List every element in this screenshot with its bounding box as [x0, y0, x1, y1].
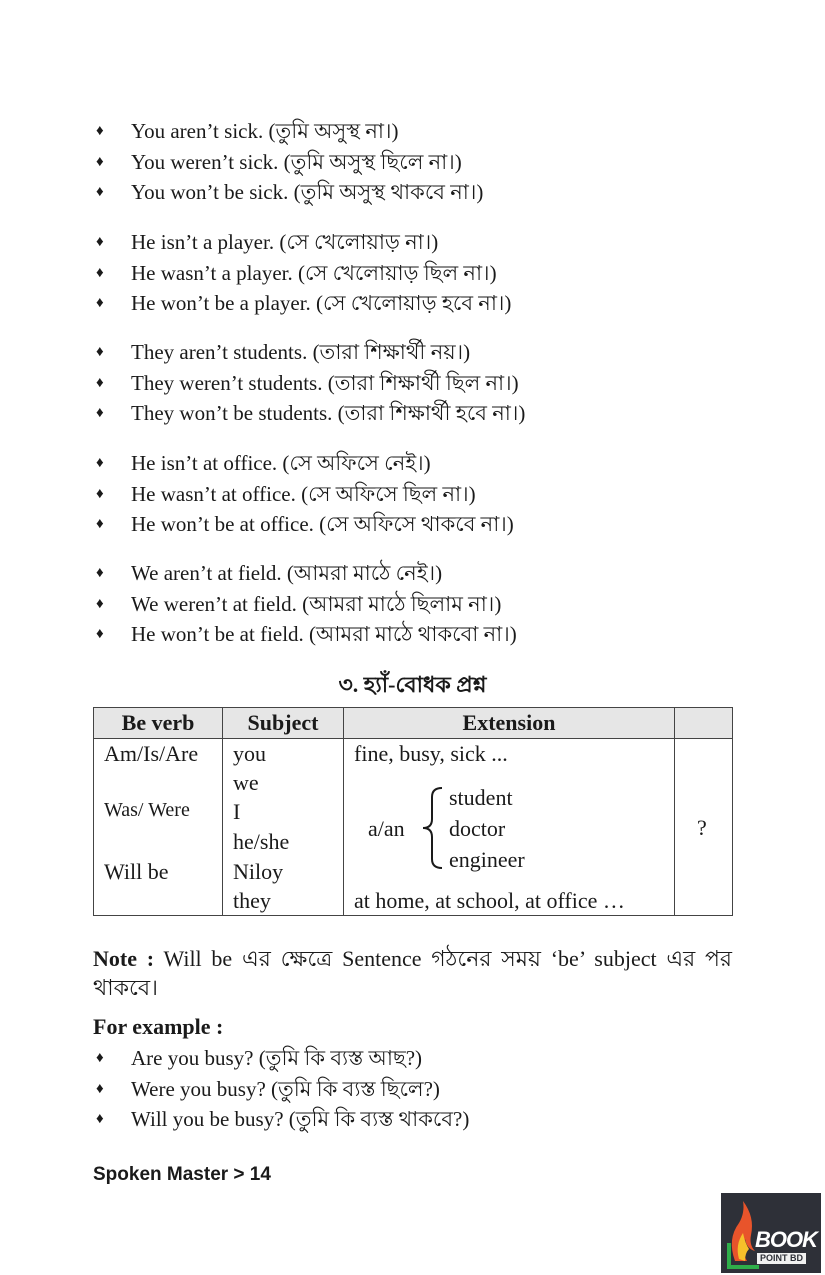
header-subject: Subject	[223, 708, 344, 739]
bullet-item: ♦ He won’t be a player. (সে খেলোয়াড় হবে না।)	[96, 288, 511, 319]
noun-item: doctor	[449, 816, 506, 841]
note-paragraph	[93, 944, 732, 1002]
page-footer: Spoken Master > 14	[93, 1164, 271, 1185]
subject-item: we	[233, 770, 259, 795]
bullet-item: ♦ He isn’t at office. (সে অফিসে নেই।)	[96, 448, 514, 479]
question-mark: ?	[697, 815, 707, 840]
article-label: a/an	[368, 816, 405, 841]
table-row	[94, 739, 733, 916]
diamond-bullet-icon: ♦	[96, 516, 104, 532]
bullet-item: ♦ You weren’t sick. (তুমি অসুস্থ ছিলে না।)	[96, 147, 483, 178]
bullet-item: ♦ Are you busy? (তুমি কি ব্যস্ত আছ?)	[96, 1043, 469, 1074]
diamond-bullet-icon: ♦	[96, 455, 104, 471]
bullet-item: ♦ We weren’t at field. (আমরা মাঠে ছিলাম না।)	[96, 589, 517, 620]
header-extension: Extension	[344, 708, 675, 739]
diamond-bullet-icon: ♦	[96, 1111, 104, 1127]
bookpointbd-logo	[721, 1193, 821, 1273]
extension-places: at home, at school, at office …	[354, 888, 625, 913]
bullet-item: ♦ Will you be busy? (তুমি কি ব্যস্ত থাকবে?)	[96, 1104, 469, 1135]
note-label: Note :	[93, 946, 155, 971]
be-verb-cell	[94, 739, 223, 916]
note-text: Will be এর ক্ষেত্রে Sentence গঠনের সময় ‘be’ subject এর পর থাকবে।	[93, 946, 732, 1000]
diamond-bullet-icon: ♦	[96, 184, 104, 200]
be-verb-past: Was/ Were	[104, 799, 190, 821]
curly-brace-icon	[420, 786, 446, 870]
diamond-bullet-icon: ♦	[96, 153, 104, 170]
extension-cell	[344, 739, 675, 916]
structure-table	[93, 707, 733, 916]
sentence-group-4	[96, 448, 514, 540]
sentence-group-1	[96, 116, 483, 208]
sentence-group-2	[96, 227, 511, 319]
header-be-verb: Be verb	[94, 708, 223, 739]
be-verb-present: Am/Is/Are	[104, 741, 199, 766]
subject-cell	[223, 739, 344, 916]
example-label: For example :	[93, 1014, 224, 1039]
bullet-item: ♦ They won’t be students. (তারা শিক্ষার্থী হবে না।)	[96, 398, 525, 429]
bullet-item: ♦ He wasn’t at office. (সে অফিসে ছিল না।)	[96, 479, 514, 510]
example-list	[96, 1043, 469, 1135]
diamond-bullet-icon: ♦	[96, 1080, 104, 1097]
bullet-item: ♦ He isn’t a player. (সে খেলোয়াড় না।)	[96, 227, 511, 258]
diamond-bullet-icon: ♦	[96, 626, 104, 642]
diamond-bullet-icon: ♦	[96, 374, 104, 391]
diamond-bullet-icon: ♦	[96, 123, 104, 139]
diamond-bullet-icon: ♦	[96, 234, 104, 250]
header-blank	[675, 708, 733, 739]
diamond-bullet-icon: ♦	[96, 264, 104, 281]
bullet-item: ♦ We aren’t at field. (আমরা মাঠে নেই।)	[96, 558, 517, 589]
diamond-bullet-icon: ♦	[96, 344, 104, 360]
bullet-item: ♦ You won’t be sick. (তুমি অসুস্থ থাকবে না।)	[96, 177, 483, 208]
subject-item: Niloy	[233, 859, 284, 884]
extension-adjectives: fine, busy, sick ...	[354, 741, 508, 766]
bullet-item: ♦ He won’t be at field. (আমরা মাঠে থাকবো না।)	[96, 619, 517, 650]
bullet-item: ♦ He won’t be at office. (সে অফিসে থাকবে না।)	[96, 509, 514, 540]
sentence-group-3	[96, 337, 525, 429]
diamond-bullet-icon: ♦	[96, 1050, 104, 1066]
diamond-bullet-icon: ♦	[96, 485, 104, 502]
bullet-item: ♦ Were you busy? (তুমি কি ব্যস্ত ছিলে?)	[96, 1074, 469, 1105]
bullet-item: ♦ He wasn’t a player. (সে খেলোয়াড় ছিল না।)	[96, 258, 511, 289]
bullet-item: ♦ They aren’t students. (তারা শিক্ষার্থী নয়।)	[96, 337, 525, 368]
bullet-item: ♦ They weren’t students. (তারা শিক্ষার্থী ছিল না।)	[96, 368, 525, 399]
subject-item: I	[233, 799, 241, 824]
diamond-bullet-icon: ♦	[96, 565, 104, 581]
sentence-group-5	[96, 558, 517, 650]
table-header-row	[94, 708, 733, 739]
noun-item: student	[449, 785, 513, 810]
subject-item: they	[233, 888, 271, 913]
subject-item: he/she	[233, 829, 290, 854]
question-mark-cell	[675, 739, 733, 916]
logo-word: BOOK	[755, 1227, 817, 1252]
section-heading: ৩. হ্যাঁ-বোধক প্রশ্ন	[338, 672, 487, 697]
subject-item: you	[233, 741, 266, 766]
diamond-bullet-icon: ♦	[96, 295, 104, 311]
be-verb-future: Will be	[104, 859, 169, 884]
diamond-bullet-icon: ♦	[96, 595, 104, 612]
diamond-bullet-icon: ♦	[96, 405, 104, 421]
noun-item: engineer	[449, 847, 525, 872]
bullet-item: ♦ You aren’t sick. (তুমি অসুস্থ না।)	[96, 116, 483, 147]
logo-subtext: POINT BD	[757, 1253, 806, 1264]
